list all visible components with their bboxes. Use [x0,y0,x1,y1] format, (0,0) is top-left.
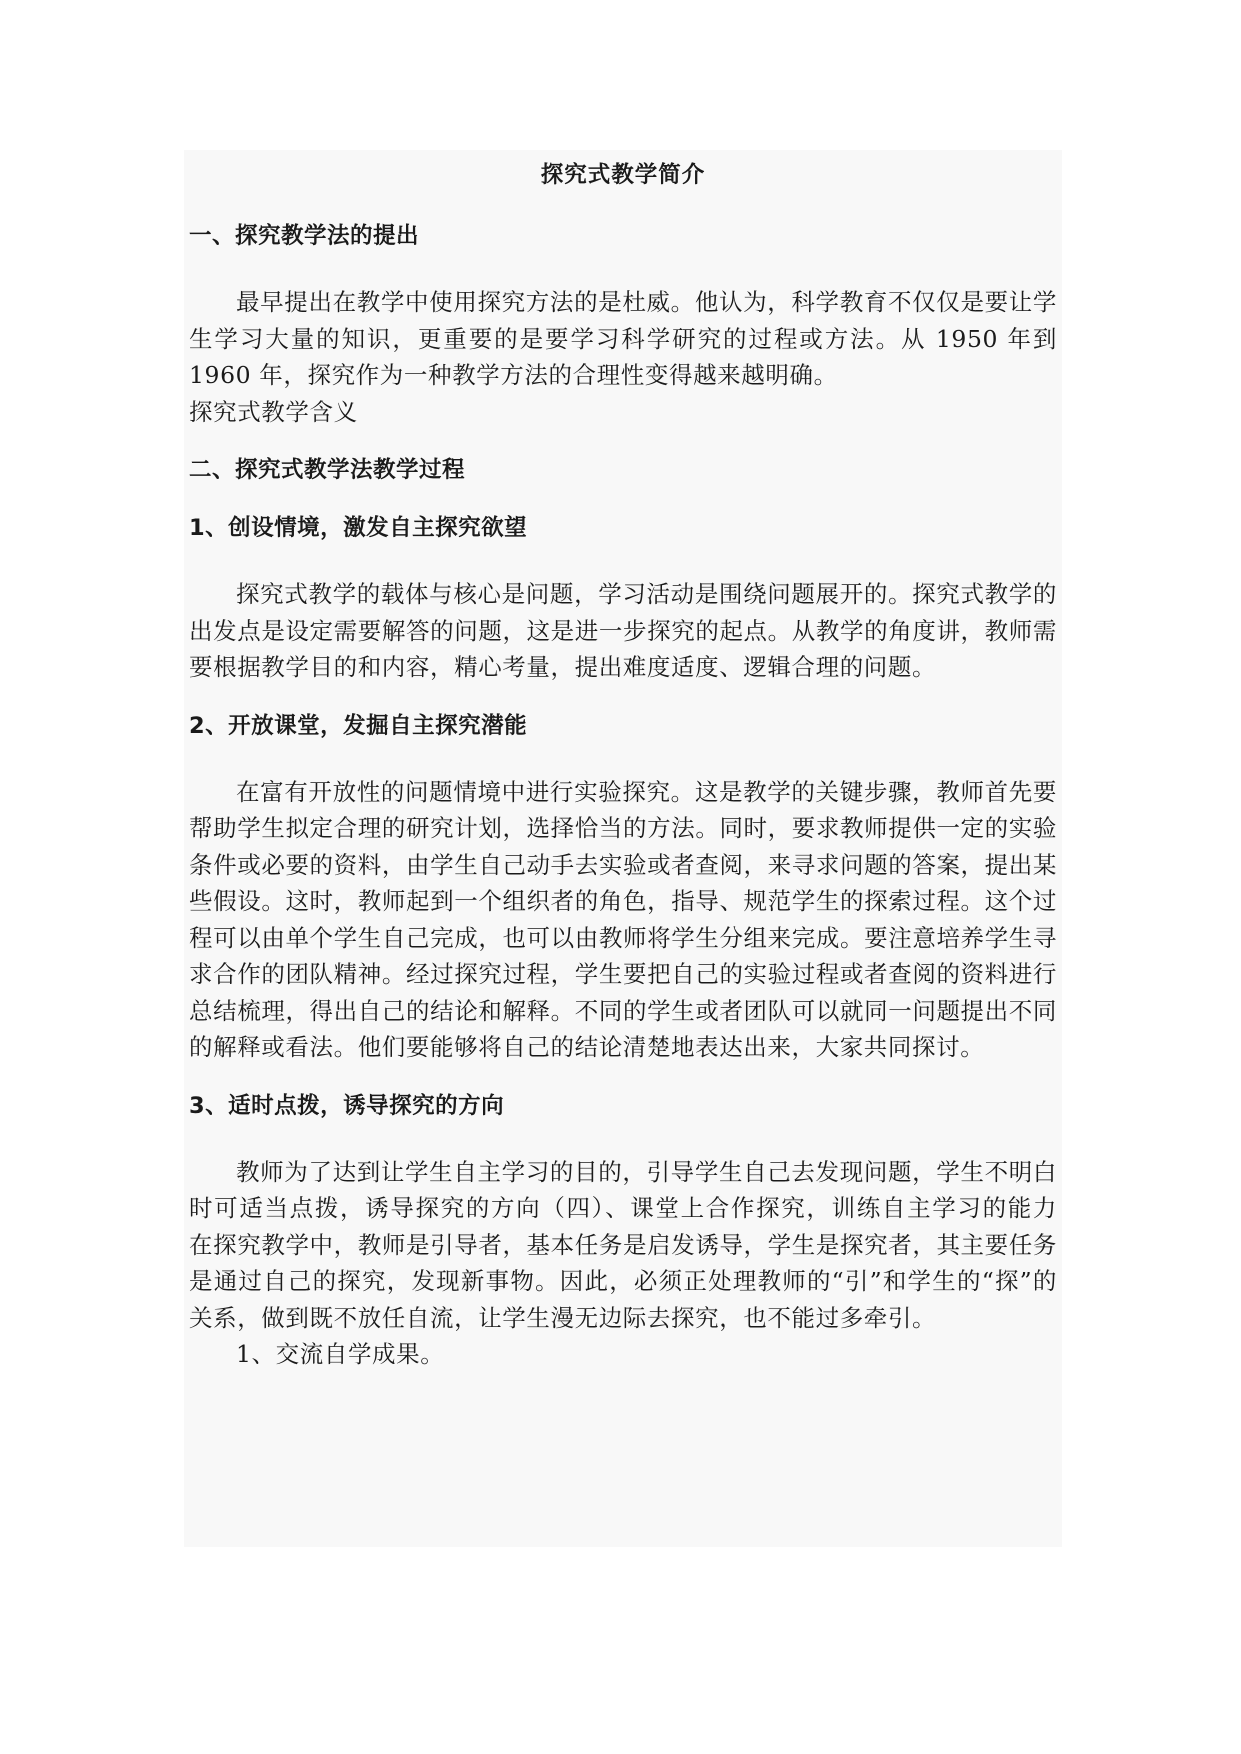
step-1-paragraph: 探究式教学的载体与核心是问题，学习活动是围绕问题展开的。探究式教学的出发点是设定需要解答的问题，这是进一步探究的起点。从教学的角度讲，教师需要根据教学目的和内容，精心考量，提出难度适度、逻辑合理的问题。 [189,580,1057,681]
section-1-paragraph: 最早提出在教学中使用探究方法的是杜威。他认为，科学教育不仅仅是要让学生学习大量的知识，更重要的是要学习科学研究的过程或方法。从 1950 年到 1960 年，探究作为一种教学方法的合理性变得越来越明确。 [189,288,1057,389]
section-heading-2: 二、探究式教学法教学过程 [189,457,466,483]
step-3-paragraph: 教师为了达到让学生自主学习的目的，引导学生自己去发现问题，学生不明白时可适当点拨，诱导探究的方向（四）、课堂上合作探究，训练自主学习的能力 在探究教学中，教师是引导者，基本任务是启发诱导，学生是探究者，其主要任务是通过自己的探究，发现新事物。因此，必须正处理教师的“引”和学生的“探”的关系，做到既不放任自流，让学生漫无边际去探究，也不能过多牵引。 [189,1157,1082,1332]
step-2-paragraph: 在富有开放性的问题情境中进行实验探究。这是教学的关键步骤，教师首先要帮助学生拟定合理的研究计划，选择恰当的方法。同时，要求教师提供一定的实验条件或必要的资料，由学生自己动手去实验或者查阅，来寻求问题的答案，提出某些假设。这时，教师起到一个组织者的角色，指导、规范学生的探索过程。这个过程可以由单个学生自己完成，也可以由教师将学生分组来完成。要注意培养学生寻求合作的团队精神。经过探究过程，学生要把自己的实验过程或者查阅的资料进行总结梳理，得出自己的结论和解释。不同的学生或者团队可以就同一问题提出不同的解释或看法。他们要能够将自己的结论清楚地表达出来，大家共同探讨。 [189,777,1057,1061]
step-3-heading: 3、适时点拨，诱导探究的方向 [189,1092,505,1119]
section-1-trailing-line: 探究式教学含义 [189,397,358,426]
step-3-last-item: 1、交流自学成果。 [236,1340,445,1368]
document-title: 探究式教学简介 [540,162,706,188]
step-1-heading: 1、创设情境，激发自主探究欲望 [189,515,528,541]
section-heading-1: 一、探究教学法的提出 [189,223,420,249]
document-body [184,150,1082,1547]
step-2-heading: 2、开放课堂，发掘自主探究潜能 [189,712,528,739]
